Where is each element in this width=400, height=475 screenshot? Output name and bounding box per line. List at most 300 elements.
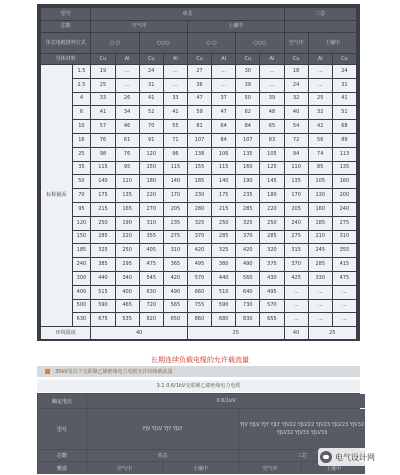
ampacity-value: 84 [212, 134, 235, 147]
ambient-temp-three-soil: 25 [309, 327, 356, 339]
ampacity-value: 76 [116, 148, 139, 161]
ampacity-value: 155 [188, 162, 211, 175]
cores-single: 单芯 [87, 450, 238, 461]
ampacity-value: 245 [309, 244, 332, 257]
header-three-core: 三芯 [285, 8, 356, 20]
ampacity-value: 285 [91, 231, 114, 244]
section-size: 4 [73, 93, 91, 106]
conductor-material: Cu [333, 54, 356, 64]
ampacity-value: … [116, 65, 139, 78]
ampacity-value: 71 [164, 134, 187, 147]
ampacity-value: 135 [236, 148, 259, 161]
ampacity-value: … [164, 65, 187, 78]
ampacity-value: 355 [333, 244, 356, 257]
ampacity-value: 650 [164, 313, 187, 326]
ampacity-value: 295 [116, 258, 139, 271]
ampacity-value: 240 [285, 217, 308, 230]
section-size: 400 [73, 286, 91, 299]
ampacity-value: 145 [260, 175, 283, 188]
ampacity-value: 130 [309, 189, 332, 202]
ampacity-value: 440 [212, 272, 235, 285]
ampacity-value: 250 [91, 217, 114, 230]
ampacity-value: 19 [91, 65, 114, 78]
ampacity-value: 340 [116, 272, 139, 285]
ampacity-value: 755 [188, 300, 211, 313]
header-in-soil: 土壤中 [188, 21, 284, 32]
ampacity-value: 570 [188, 272, 211, 285]
ampacity-value: 275 [164, 231, 187, 244]
ampacity-value: … [309, 65, 332, 78]
ampacity-value: 150 [140, 162, 163, 175]
ampacity-value: 590 [212, 300, 235, 313]
ampacity-value: … [212, 79, 235, 92]
ampacity-value: 105 [260, 148, 283, 161]
ampacity-value: 125 [260, 162, 283, 175]
ambient-temp-soil: 25 [188, 327, 284, 339]
ampacity-value: … [164, 79, 187, 92]
ampacity-value: 220 [116, 231, 139, 244]
table-row [41, 120, 356, 133]
model-single-core: YJV YJLV YJY YJLY [87, 409, 238, 449]
ampacity-value: 18 [285, 65, 308, 78]
bullet-square-icon [45, 369, 50, 374]
three-core-air: 空气中 [285, 33, 308, 53]
ampacity-value: 655 [260, 313, 283, 326]
ampacity-table-frame [37, 4, 360, 341]
ampacity-value: 51 [333, 106, 356, 119]
side-label: 标称截面 [41, 65, 72, 326]
ampacity-value: 160 [333, 175, 356, 188]
ampacity-value: 170 [164, 189, 187, 202]
ampacity-value: 180 [140, 175, 163, 188]
cores-three: 三芯 [239, 450, 365, 461]
ampacity-value: 285 [236, 203, 259, 216]
table-row [41, 217, 356, 230]
section-size: 35 [73, 162, 91, 175]
conductor-material: Cu [285, 54, 308, 64]
header-model-label: 型号 [41, 8, 90, 20]
ampacity-value: 425 [285, 272, 308, 285]
header-conductor-label: 导体材料 [41, 54, 90, 64]
table-row [41, 65, 356, 78]
ampacity-value: 475 [333, 272, 356, 285]
ampacity-value: 720 [140, 300, 163, 313]
ampacity-value: 325 [91, 244, 114, 257]
section-size: 1.5 [73, 65, 91, 78]
ampacity-value: 465 [116, 300, 139, 313]
ampacity-value: 490 [164, 286, 187, 299]
table-row [41, 134, 356, 147]
ampacity-value: 48 [260, 106, 283, 119]
ampacity-value: … [285, 313, 308, 326]
ampacity-value: 120 [140, 148, 163, 161]
conductor-material: Al [309, 54, 332, 64]
ampacity-value: 275 [285, 231, 308, 244]
watermark [318, 448, 396, 466]
ampacity-value: 81 [188, 120, 211, 133]
ampacity-value: 95 [116, 162, 139, 175]
conductor-material: Al [260, 54, 283, 64]
ampacity-value: 72 [285, 134, 308, 147]
ampacity-value: 33 [91, 93, 114, 106]
ampacity-value: 91 [140, 134, 163, 147]
ampacity-value: … [260, 79, 283, 92]
ampacity-value: 185 [309, 217, 332, 230]
model-label: 型号 [38, 409, 86, 449]
ampacity-value: 41 [333, 93, 356, 106]
conductor-material: Al [212, 54, 235, 64]
ampacity-value: 310 [333, 231, 356, 244]
ampacity-value: 285 [309, 258, 332, 271]
ampacity-value: 59 [188, 106, 211, 119]
table-row [41, 244, 356, 257]
laying-air-1: 空气中 [87, 462, 162, 474]
ampacity-value: 138 [188, 148, 211, 161]
ampacity-value: 310 [140, 217, 163, 230]
ampacity-value: … [333, 313, 356, 326]
ampacity-value: 46 [116, 120, 139, 133]
ampacity-value: 110 [285, 162, 308, 175]
ampacity-value: 106 [212, 148, 235, 161]
ampacity-value: 415 [333, 258, 356, 271]
ampacity-value: 420 [164, 272, 187, 285]
ampacity-value: 830 [236, 313, 259, 326]
ampacity-value: 200 [333, 189, 356, 202]
ampacity-value: 94 [285, 148, 308, 161]
ampacity-value: 107 [236, 134, 259, 147]
ampacity-value: 36 [188, 79, 211, 92]
ampacity-value: 160 [309, 203, 332, 216]
ambient-temp-three-air: 40 [285, 327, 308, 339]
ampacity-value: 52 [140, 106, 163, 119]
ampacity-value: 660 [188, 286, 211, 299]
ampacity-value: 320 [260, 244, 283, 257]
ampacity-value: 325 [212, 244, 235, 257]
ampacity-value: 115 [164, 162, 187, 175]
section-size: 500 [73, 300, 91, 313]
ampacity-value: 96 [164, 148, 187, 161]
table-row [41, 286, 356, 299]
ampacity-value: 135 [116, 189, 139, 202]
ampacity-value: 140 [91, 175, 114, 188]
ampacity-value: 420 [236, 244, 259, 257]
ampacity-value: 250 [212, 217, 235, 230]
ampacity-value: 375 [260, 258, 283, 271]
laying-label: 敷设 [38, 462, 86, 474]
ampacity-value: 175 [212, 189, 235, 202]
header-arrangement-label: 单芯电缆排列方式 [41, 33, 90, 53]
ampacity-value: … [116, 79, 139, 92]
table-row [41, 93, 356, 106]
section-banner [37, 366, 360, 377]
ampacity-value: 31 [140, 79, 163, 92]
model-three-core: YJV YJLV YJY YJLY YJV22 YJLV22 YJV23 YJLV23 YJV32 YJLV32 YJV33 YJLV33 [239, 409, 365, 449]
laying-soil-1: 土壤中 [163, 462, 238, 474]
ampacity-value: 24 [285, 79, 308, 92]
ampacity-value: 570 [260, 300, 283, 313]
ampacity-value: 47 [188, 93, 211, 106]
ampacity-value: 25 [309, 93, 332, 106]
ampacity-value: 62 [236, 106, 259, 119]
ampacity-value: 440 [91, 272, 114, 285]
conductor-material: Al [164, 54, 187, 64]
table-row [41, 106, 356, 119]
ampacity-value: 40 [285, 106, 308, 119]
table-row [41, 300, 356, 313]
ampacity-value: 215 [91, 203, 114, 216]
ampacity-value: 820 [140, 313, 163, 326]
header-single-core: 单芯 [91, 8, 283, 20]
ampacity-value: 39 [236, 79, 259, 92]
ampacity-value: 64 [212, 120, 235, 133]
table-row [41, 54, 356, 64]
conductor-material: Cu [91, 54, 114, 64]
ampacity-value: 730 [236, 300, 259, 313]
ampacity-value: 565 [164, 300, 187, 313]
ambient-temp-label: 环境温度 [41, 327, 90, 339]
ampacity-value: 210 [309, 231, 332, 244]
table-row [41, 79, 356, 92]
ampacity-value: 270 [140, 203, 163, 216]
ampacity-value: 33 [164, 93, 187, 106]
table-row [41, 258, 356, 271]
ampacity-value: 860 [188, 313, 211, 326]
ampacity-value: 105 [309, 175, 332, 188]
ampacity-value: 32 [285, 93, 308, 106]
ampacity-value: … [309, 79, 332, 92]
ampacity-value: 56 [309, 134, 332, 147]
laying-soil-2: 土壤中 [302, 462, 365, 474]
ampacity-value: 280 [188, 203, 211, 216]
ampacity-value: 27 [188, 65, 211, 78]
conductor-material: Cu [140, 54, 163, 64]
ampacity-value: … [285, 286, 308, 299]
ampacity-value: 68 [333, 120, 356, 133]
ampacity-value: 115 [91, 162, 114, 175]
ampacity-value: 430 [260, 272, 283, 285]
ampacity-value: 24 [140, 65, 163, 78]
table-row [41, 33, 356, 53]
wechat-icon [320, 451, 332, 463]
table-row [41, 203, 356, 216]
ampacity-value: 41 [164, 106, 187, 119]
ampacity-value: 41 [140, 93, 163, 106]
ampacity-value: … [285, 300, 308, 313]
section-size: 6 [73, 106, 91, 119]
ampacity-value: 85 [309, 162, 332, 175]
sub-section-banner: 3.1 0.6/1kV交联聚乙烯绝缘电力电缆 [37, 380, 360, 392]
section-size: 300 [73, 272, 91, 285]
ampacity-value: 140 [164, 175, 187, 188]
ampacity-value: 275 [333, 217, 356, 230]
arrangement-two-soil: ○ ○ [188, 33, 235, 53]
cable-spec-table-frame [37, 393, 365, 474]
table-row [41, 175, 356, 188]
ampacity-value: 55 [164, 120, 187, 133]
ampacity-value: 83 [260, 134, 283, 147]
ampacity-value: 235 [164, 217, 187, 230]
ampacity-value: 135 [333, 162, 356, 175]
ampacity-value: 54 [285, 120, 308, 133]
ampacity-value: 50 [236, 93, 259, 106]
ampacity-value: 98 [91, 148, 114, 161]
ampacity-value: … [212, 65, 235, 78]
ampacity-value: 190 [116, 217, 139, 230]
ampacity-value: 285 [212, 231, 235, 244]
ampacity-value: 61 [116, 134, 139, 147]
ampacity-value: … [260, 65, 283, 78]
arrangement-three: ○○○ [140, 33, 187, 53]
ampacity-value: 215 [212, 203, 235, 216]
ampacity-value: 230 [188, 189, 211, 202]
ampacity-table [40, 7, 357, 340]
ampacity-value: 180 [260, 189, 283, 202]
ampacity-value: 41 [91, 106, 114, 119]
section-size: 240 [73, 258, 91, 271]
ampacity-value: 32 [309, 106, 332, 119]
ampacity-value: 475 [140, 258, 163, 271]
cores-label: 芯数 [38, 450, 86, 461]
ampacity-value: … [333, 300, 356, 313]
ampacity-value: 220 [140, 189, 163, 202]
ampacity-value: 107 [188, 134, 211, 147]
ampacity-value: 140 [212, 175, 235, 188]
ampacity-value: 560 [236, 272, 259, 285]
conductor-material: Al [116, 54, 139, 64]
ampacity-value: 370 [236, 231, 259, 244]
section-size: 16 [73, 134, 91, 147]
table-row [41, 189, 356, 202]
ampacity-value: 70 [140, 120, 163, 133]
ampacity-value: 76 [91, 134, 114, 147]
section-size: 70 [73, 189, 91, 202]
conductor-material: Cu [188, 54, 211, 64]
cable-spec-table [37, 393, 366, 475]
section-title: 长期连续负载电缆的允许载流量 [151, 356, 249, 364]
ampacity-value: 37 [212, 93, 235, 106]
section-size: 185 [73, 244, 91, 257]
ampacity-value: 74 [309, 148, 332, 161]
ampacity-value: 113 [333, 148, 356, 161]
ampacity-value: 84 [236, 120, 259, 133]
ampacity-value: 175 [91, 189, 114, 202]
table-row [41, 313, 356, 326]
ampacity-value: … [333, 286, 356, 299]
table-row [41, 8, 356, 20]
table-row [41, 231, 356, 244]
ampacity-value: 24 [333, 65, 356, 78]
ampacity-value: 380 [212, 258, 235, 271]
ampacity-value: 680 [212, 313, 235, 326]
ampacity-value: 39 [260, 93, 283, 106]
section-size: 95 [73, 203, 91, 216]
section-size: 150 [73, 231, 91, 244]
section-size: 50 [73, 175, 91, 188]
ampacity-value: 240 [333, 203, 356, 216]
ampacity-value: 185 [188, 175, 211, 188]
ampacity-value: 590 [91, 300, 114, 313]
ampacity-value: 235 [236, 189, 259, 202]
ampacity-value: 170 [285, 189, 308, 202]
arrangement-three-soil: ○○○ [236, 33, 283, 53]
ampacity-value: 190 [236, 175, 259, 188]
ampacity-value: 370 [188, 231, 211, 244]
ampacity-value: … [309, 313, 332, 326]
ampacity-value: 640 [236, 286, 259, 299]
header-blank [285, 21, 356, 32]
ampacity-value: 515 [91, 286, 114, 299]
ampacity-value: 675 [91, 313, 114, 326]
ampacity-value: 89 [333, 134, 356, 147]
section-size: 120 [73, 217, 91, 230]
ampacity-value: 330 [309, 272, 332, 285]
ampacity-value: 34 [116, 106, 139, 119]
ampacity-value: 315 [285, 244, 308, 257]
ampacity-value: 205 [164, 203, 187, 216]
ampacity-value: 250 [260, 217, 283, 230]
ampacity-value: 47 [212, 106, 235, 119]
ampacity-value: 30 [236, 65, 259, 78]
ampacity-value: 165 [116, 203, 139, 216]
ampacity-value: … [309, 300, 332, 313]
ampacity-value: 65 [260, 120, 283, 133]
header-cores-label: 芯数 [41, 21, 90, 32]
ampacity-value: 400 [116, 286, 139, 299]
ampacity-value: 220 [260, 203, 283, 216]
ampacity-value: 135 [285, 175, 308, 188]
ampacity-value: 325 [188, 217, 211, 230]
section-size: 10 [73, 120, 91, 133]
ampacity-value: 110 [116, 175, 139, 188]
ampacity-value: … [309, 286, 332, 299]
ampacity-value: 31 [333, 79, 356, 92]
laying-air-2: 空气中 [239, 462, 301, 474]
ampacity-value: 26 [116, 93, 139, 106]
ampacity-value: 205 [285, 203, 308, 216]
ampacity-value: 325 [236, 217, 259, 230]
ampacity-value: 370 [285, 258, 308, 271]
ampacity-value: 250 [116, 244, 139, 257]
section-size: 25 [73, 148, 91, 161]
table-row [41, 162, 356, 175]
ampacity-value: 310 [164, 244, 187, 257]
conductor-material: Cu [236, 54, 259, 64]
ampacity-value: 57 [91, 120, 114, 133]
table-row [41, 21, 356, 32]
section-size: 2.5 [73, 79, 91, 92]
ampacity-value: 405 [140, 244, 163, 257]
three-core-soil: 土壤中 [309, 33, 356, 53]
ampacity-value: 42 [309, 120, 332, 133]
table-row [41, 327, 356, 339]
section-size: 630 [73, 313, 91, 326]
table-row [41, 272, 356, 285]
watermark-text: 电气设计网 [335, 453, 375, 462]
ampacity-value: 355 [140, 231, 163, 244]
ampacity-value: 285 [260, 231, 283, 244]
ampacity-value: 115 [212, 162, 235, 175]
ampacity-value: 545 [140, 272, 163, 285]
ampacity-value: 160 [236, 162, 259, 175]
section-banner-text: 35kV及以下交联聚乙烯绝缘电力电缆允许持续载流量 [55, 369, 173, 375]
ampacity-value: 630 [140, 286, 163, 299]
table-row [41, 148, 356, 161]
header-in-air: 空气中 [91, 21, 187, 32]
rated-voltage-label: 额定电压 [38, 394, 86, 408]
ampacity-value: 420 [188, 244, 211, 257]
ampacity-value: 385 [91, 258, 114, 271]
ambient-temp-air: 40 [91, 327, 187, 339]
